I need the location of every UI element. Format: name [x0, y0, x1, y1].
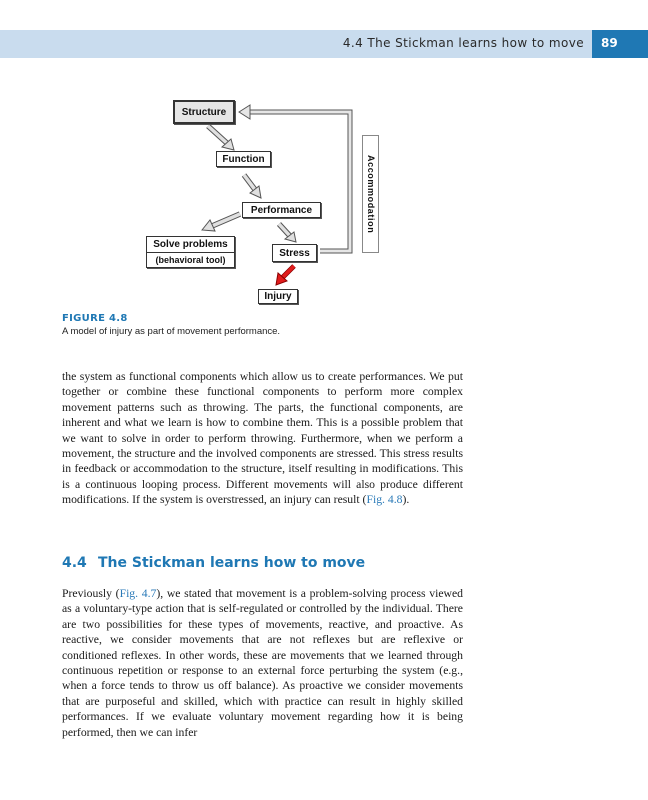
- node-solve-problems: [146, 236, 235, 268]
- running-header-title: 4.4 The Stickman learns how to move: [342, 36, 584, 50]
- paragraph-text: ).: [402, 493, 410, 507]
- figure-reference-link[interactable]: Fig. 4.8: [366, 493, 403, 507]
- arrow-performance-to-stress: [279, 224, 296, 242]
- paragraph-text: the system as functional components which allow us to create performances. We put together or combine these functional components to perform more complex movement patterns such as throwing. The parts, the functional components, are inherent and what we learn is how to combine them. This is a possible problem that we want to solve in order to perform throwing. Furthermore, when we perform a movement, the structure and the involved components are stressed. This stress results in feedback or accommodation to the structure, itself resulting in modifications. This is a continuous looping process. Different movements will also produce different modifications. If the system is overstressed, an injury can result (: [62, 370, 463, 507]
- arrow-structure-to-function: [208, 126, 234, 150]
- page-number: 89: [601, 36, 618, 50]
- node-structure: Structure: [173, 100, 235, 124]
- section-title: The Stickman learns how to move: [98, 555, 366, 571]
- feedback-loop-arrow: [239, 105, 350, 251]
- paragraph-text: Previously (: [62, 587, 120, 600]
- section-number: 4.4: [62, 555, 87, 571]
- paragraph-text: ), we stated that movement is a problem-solving process viewed as a voluntary-type action that is self-regulated or controlled by the individual. There are two possibilities for these types of movements, reactive, and proactive. As reactive, we consider movements that are not reflexes but are reflexive or conditioned reflexes. In other words, these are movements that we learned through continuous repetition or response to an external force perturbing the system (e.g., when a force tends to throw us off balance). As proactive we consider movements that are purposeful and skilled, which with practice can result in highly skilled performances. If we evaluate voluntary movement regarding how it is being performed, then we can infer: [62, 587, 463, 739]
- arrow-performance-to-solve: [202, 214, 240, 231]
- figure-caption: A model of injury as part of movement performance.: [62, 326, 281, 337]
- node-performance: Performance: [242, 202, 321, 218]
- node-function: Function: [216, 151, 271, 167]
- figure-reference-link[interactable]: Fig. 4.7: [119, 587, 157, 600]
- diagram-connectors: [0, 0, 648, 320]
- body-paragraph-1: [62, 369, 463, 508]
- body-paragraph-2: [62, 586, 463, 740]
- arrow-function-to-performance: [244, 175, 261, 198]
- node-stress: Stress: [272, 244, 317, 262]
- behavioral-tool-label: (behavioral tool): [155, 255, 226, 265]
- section-heading: [62, 555, 365, 571]
- figure-4-8: [0, 0, 648, 320]
- accommodation-label: Accommodation: [366, 154, 376, 234]
- arrow-stress-to-injury: [276, 266, 294, 285]
- figure-label: FIGURE 4.8: [62, 313, 128, 324]
- solve-problems-label: Solve problems: [147, 237, 234, 253]
- node-injury: Injury: [258, 289, 298, 304]
